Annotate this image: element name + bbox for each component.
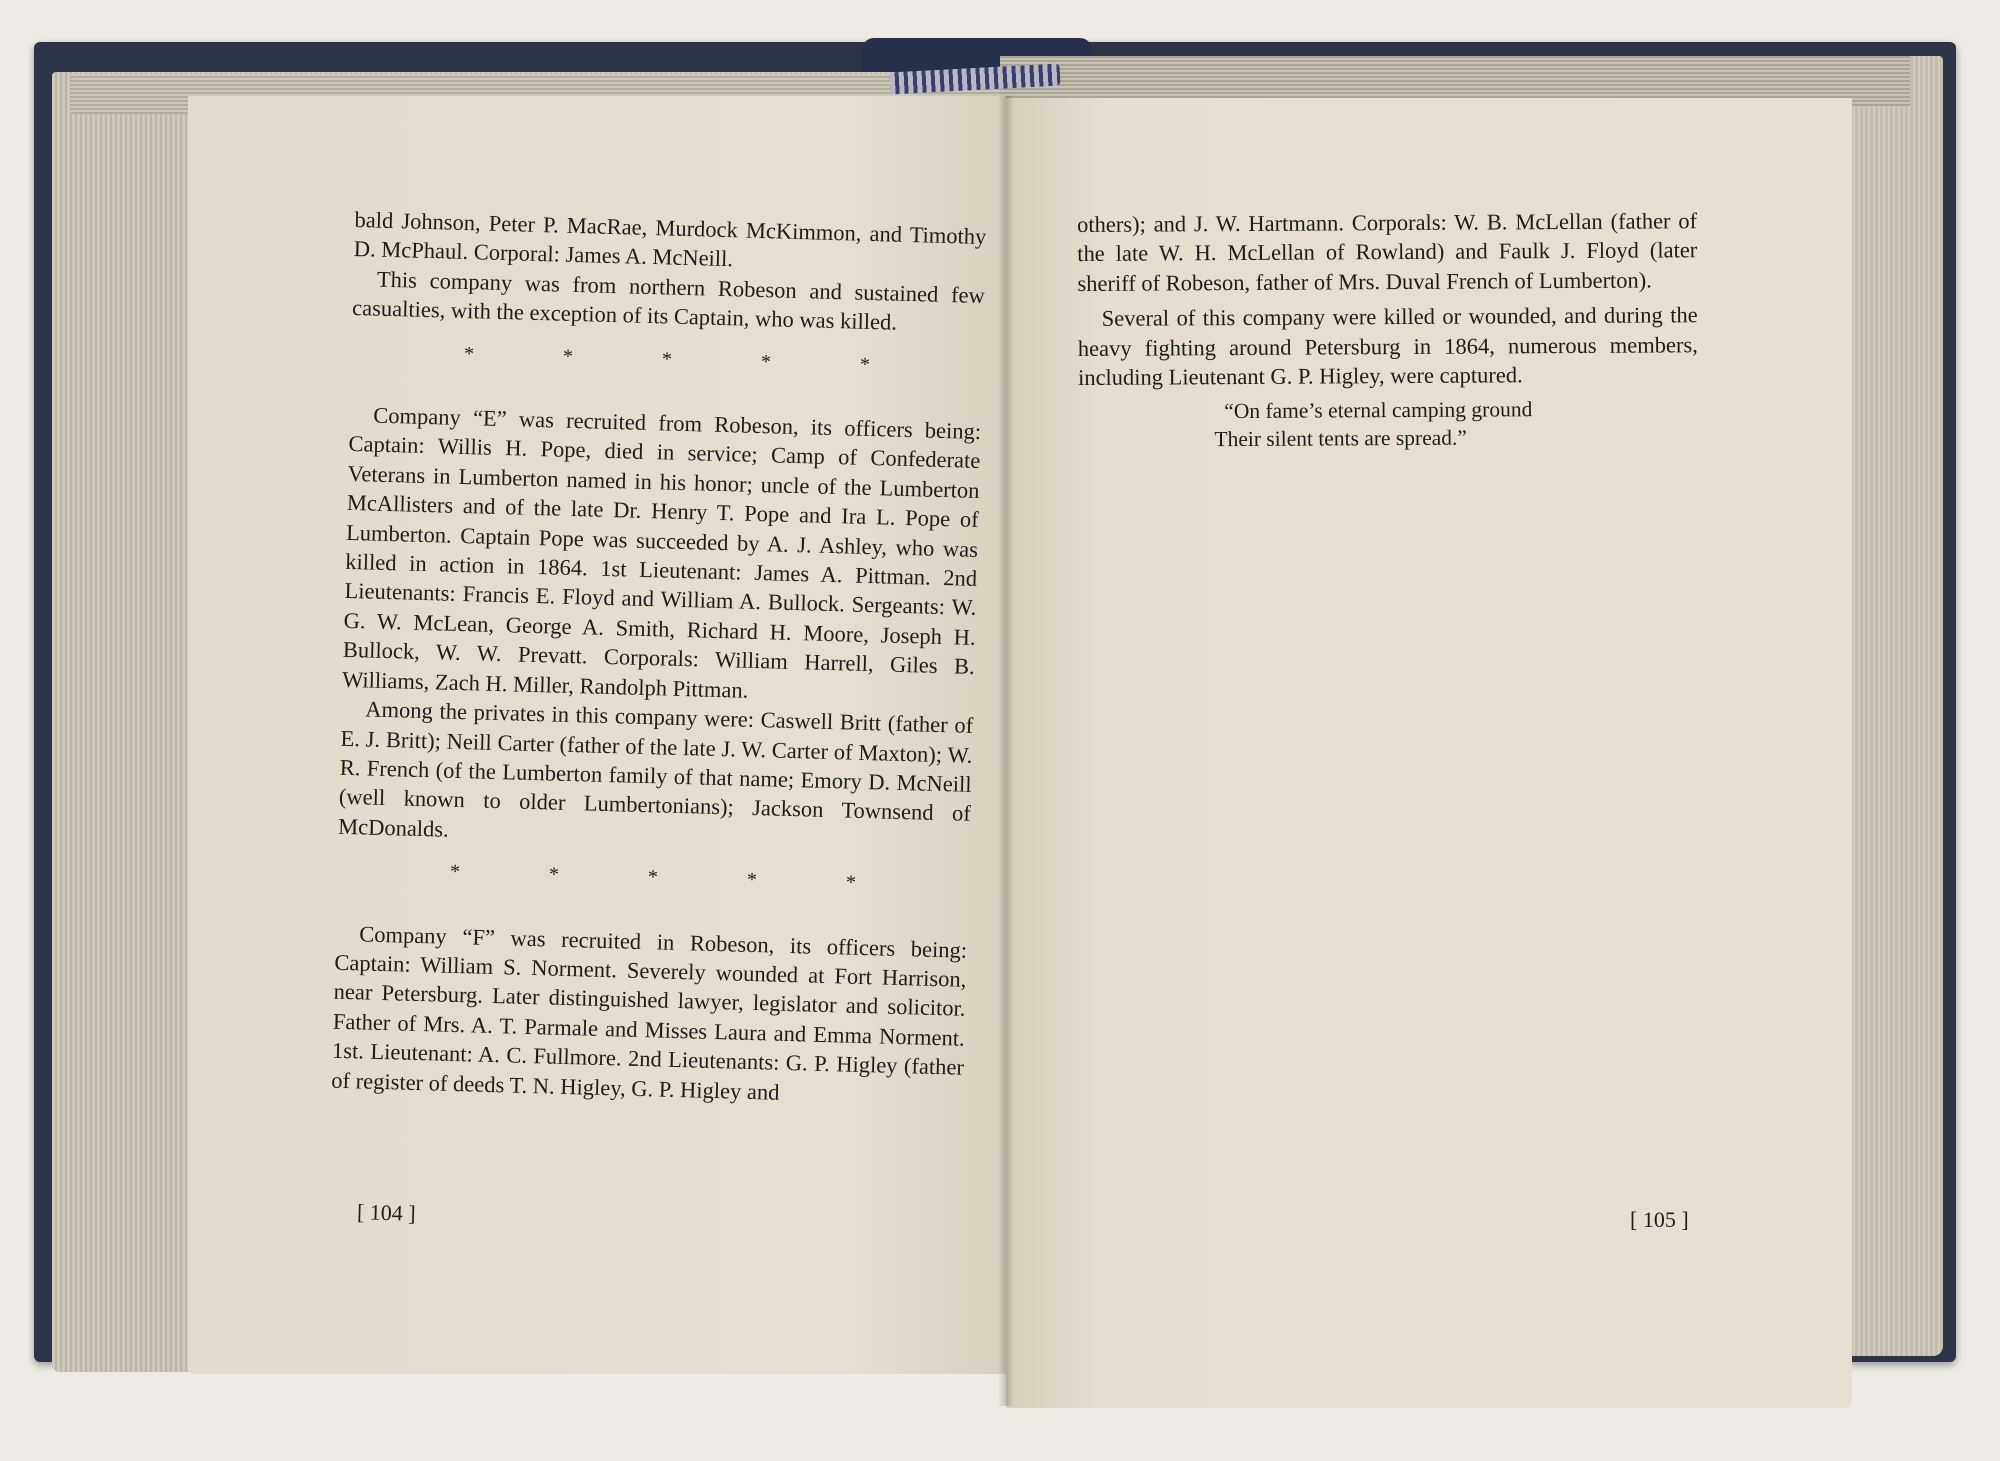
section-separator: * * * * * [463, 342, 913, 377]
paragraph: Among the privates in this company were: Caswell Britt (father of E. J. Britt); Neill Carter (father of the late J. W. Carter of Maxton); W. R. French (of the Lumberton family of that name; Emory D. McNeill (well known to older Lumbertonians); Jackson Townsend of McDonalds. [337, 696, 974, 842]
book-gutter [998, 96, 1014, 1406]
paragraph: Several of this company were killed or wounded, and during the heavy fighting around Petersburg in 1864, numerous members, including Lieutenant G. P. Higley, were captured. [1077, 302, 1698, 391]
verse-quote [1214, 395, 1698, 454]
paragraph: Company “E” was recruited from Robeson, its officers being: Captain: Willis H. Pope, died in service; Camp of Confederate Veterans in Lumberton named in his honor; uncle of the Lumberton McAllisters and of the late Dr. Henry T. Pope and Ira L. Pope of Lumberton. Captain Pope was succeeded by A. J. Ashley, who was killed in action in 1864. 1st Lieutenant: James A. Pittman. 2nd Lieutenants: Francis E. Floyd and William A. Bullock. Sergeants: W. G. W. McLean, George A. Smith, Richard H. Moore, Joseph H. Bullock, W. W. Prevatt. Corporals: William Harrell, Giles B. Williams, Zach H. Miller, Randolph Pittman. [341, 402, 982, 703]
quote-line: “On fame’s eternal camping ground [1224, 397, 1533, 424]
paragraph: Company “F” was recruited in Robeson, its officers being: Captain: William S. Norment. Severely wounded at Fort Harrison, near Petersburg. Later distinguished lawyer, legislator and solicitor. Father of Mrs. A. T. Parmale and Misses Laura and Emma Norment. 1st. Lieutenant: A. C. Fullmore. 2nd Lieutenants: G. P. Higley (father of register of deeds T. N. Higley, G. P. Higley and [330, 920, 968, 1105]
page-number-left: [ 104 ] [356, 1199, 416, 1226]
paragraph: bald Johnson, Peter P. MacRae, Murdock McKimmon, and Timothy D. McPhaul. Corporal: James A. McNeill. [353, 206, 987, 272]
quote-line: Their silent tents are spread.” [1214, 426, 1468, 452]
paragraph: This company was from northern Robeson and sustained few casualties, with the exception of its Captain, who was killed. [351, 266, 986, 335]
right-page-text [1077, 206, 1698, 454]
section-separator: * * * * * [449, 860, 899, 896]
page-number-right: [ 105 ] [1630, 1207, 1689, 1232]
paragraph: others); and J. W. Hartmann. Corporals: W. B. McLellan (father of the late W. H. McLellan of Rowland) and Faulk J. Floyd (later sheriff of Robeson, father of Mrs. Duval French of Lumberton). [1077, 208, 1698, 296]
left-page-text [331, 205, 987, 1112]
